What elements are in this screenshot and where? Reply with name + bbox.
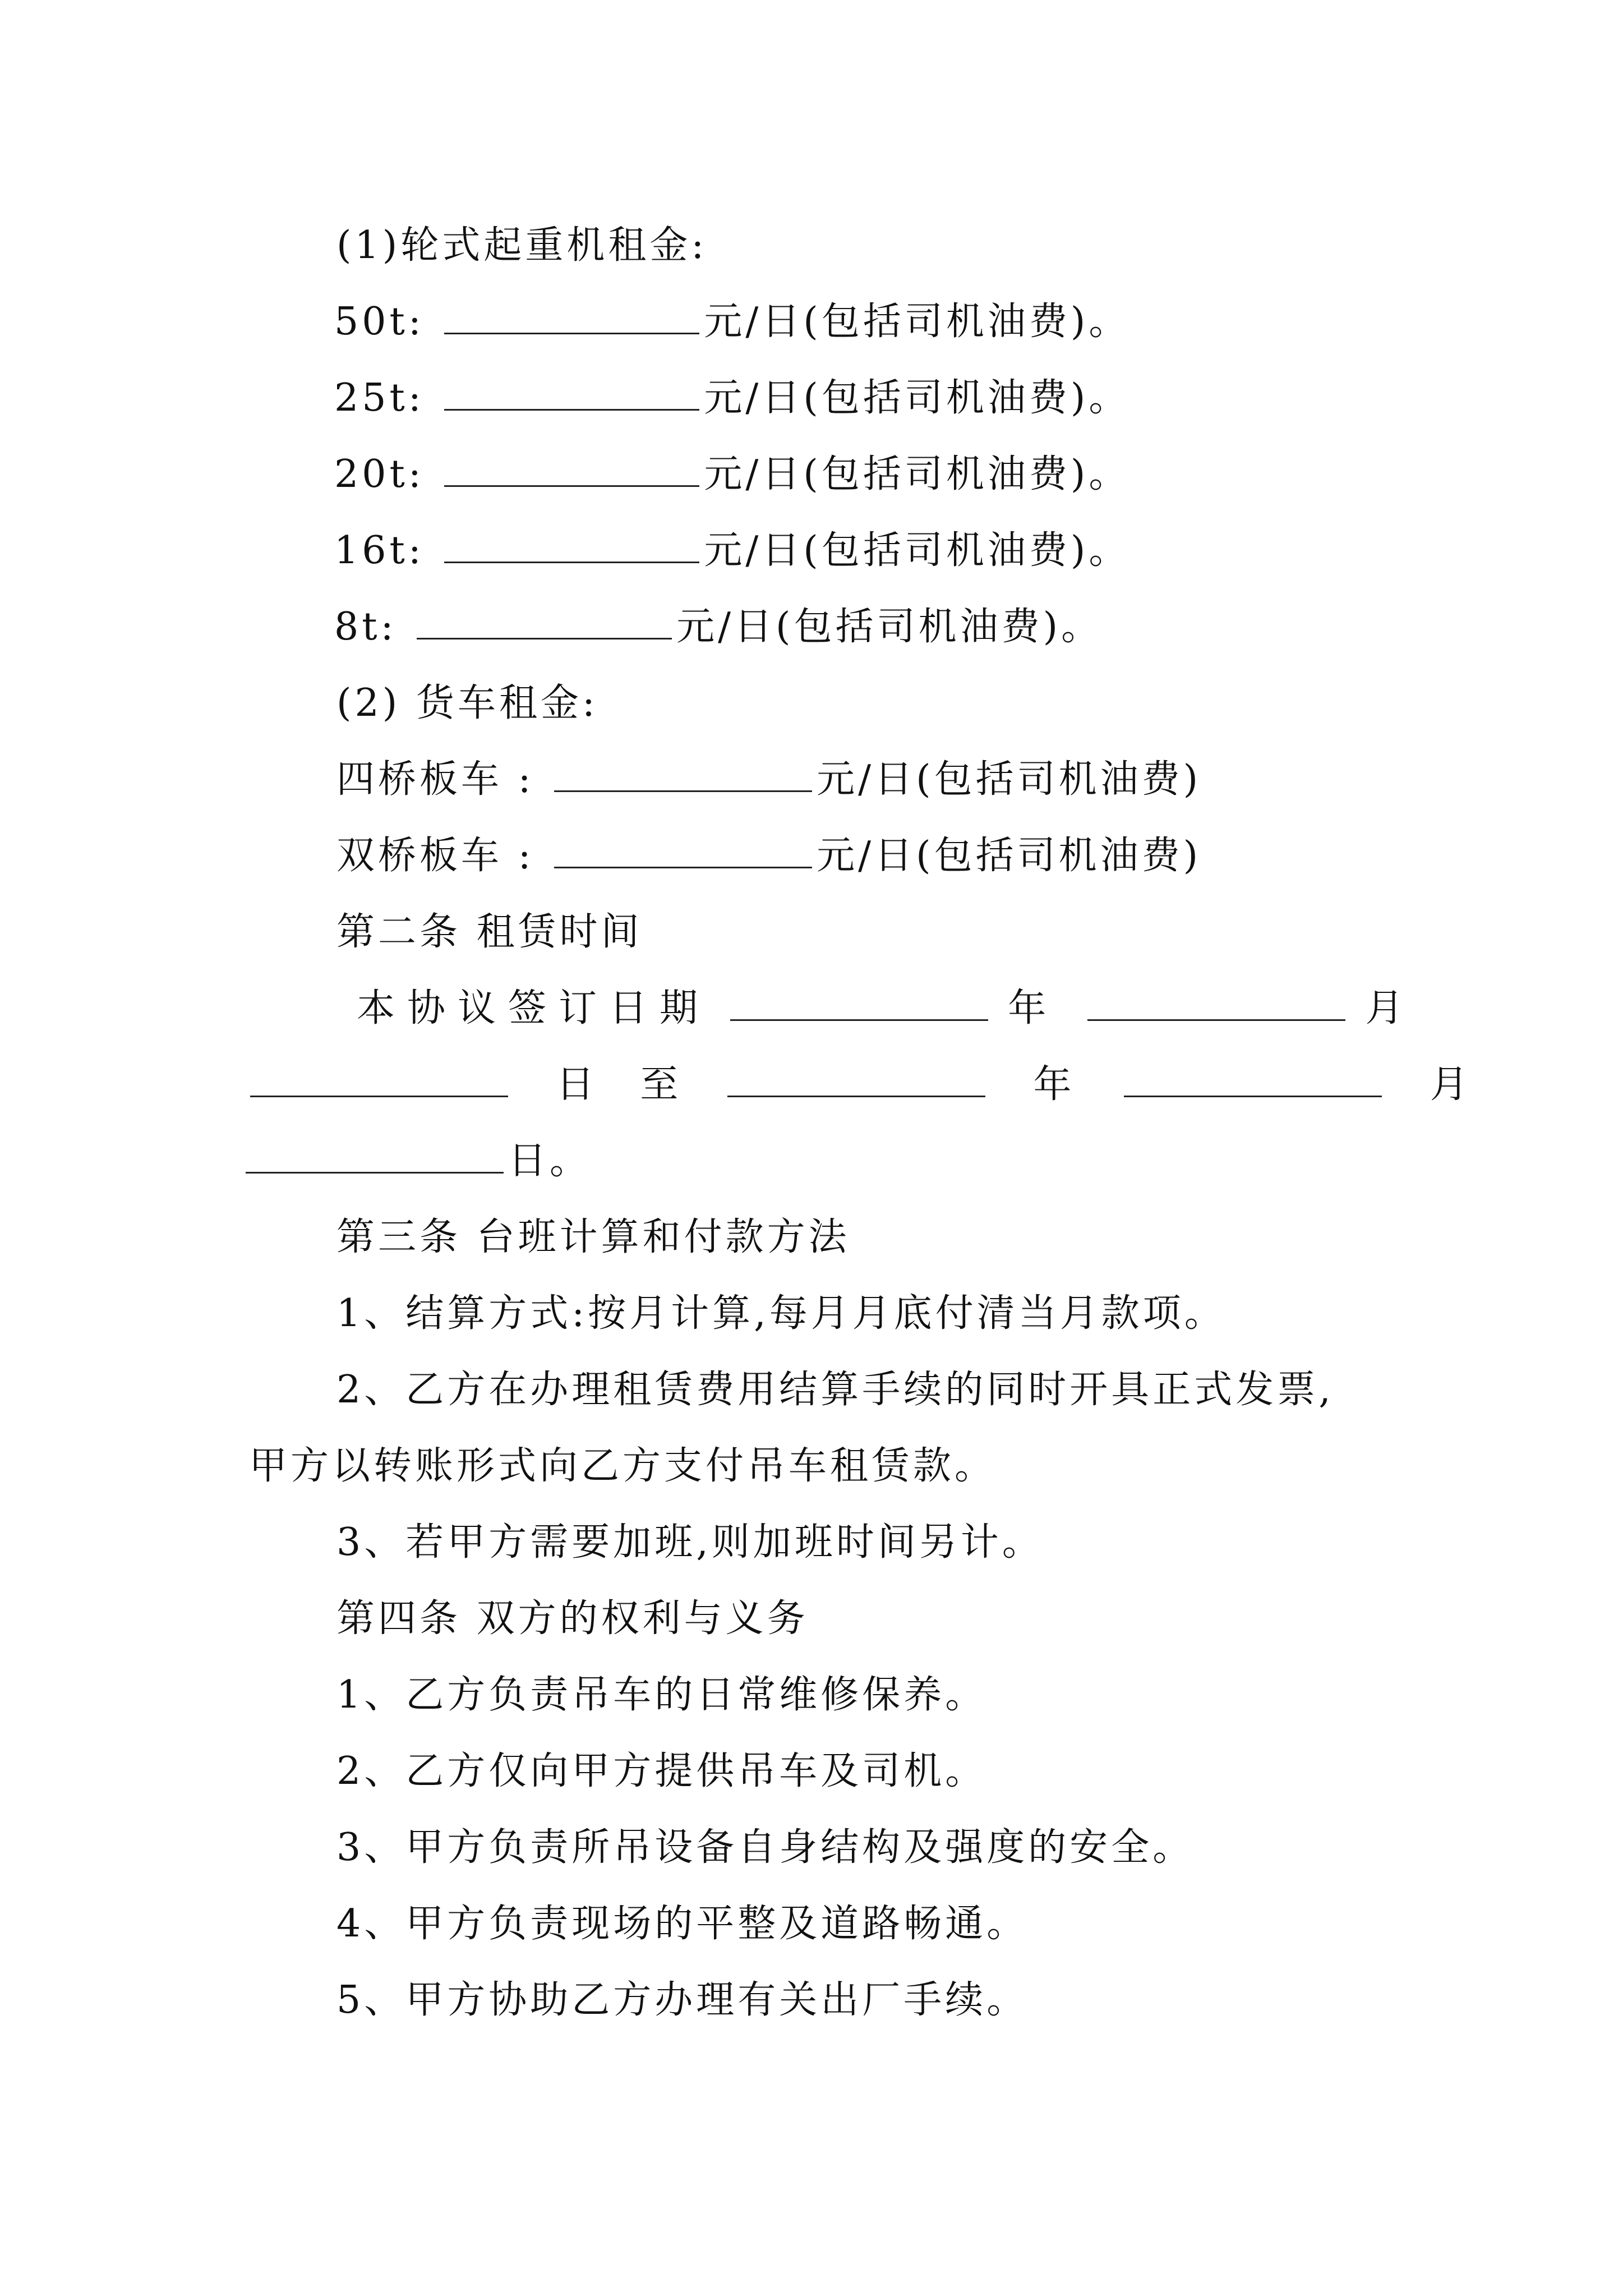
truck-rent-heading-text: (2) 货车租金: — [336, 681, 598, 725]
article4-item-5 — [336, 1970, 1028, 2031]
crane-rent-row-25t — [334, 367, 1130, 429]
fill-blank[interactable] — [554, 753, 812, 792]
article2-heading — [336, 901, 643, 963]
truck-rent-heading — [336, 673, 598, 734]
article4-item-2 — [336, 1741, 986, 1802]
fill-blank[interactable] — [1124, 1059, 1382, 1097]
rent-row-suffix: 元/日(包括司机油费)。 — [676, 605, 1103, 649]
paragraph-text: 1、结算方式:按月计算,每月月底付清当月款项。 — [336, 1291, 1226, 1336]
truck-rent-row-four-axle — [336, 749, 1201, 811]
article4-item-1 — [336, 1664, 986, 1726]
fill-blank[interactable] — [444, 524, 699, 563]
crane-rent-row-8t — [334, 596, 1103, 658]
article3-paragraph-3 — [336, 1512, 1044, 1573]
article2-date-line-3 — [246, 1130, 591, 1192]
fill-blank[interactable] — [444, 448, 699, 487]
rent-row-label: 16t: — [334, 528, 425, 573]
fill-blank[interactable] — [554, 830, 812, 868]
article3-paragraph-2b — [249, 1435, 996, 1497]
list-item: 2、乙方仅向甲方提供吊车及司机。 — [336, 1749, 987, 1793]
crane-rent-heading — [336, 215, 707, 277]
day-end-label: 日。 — [508, 1139, 592, 1183]
article4-heading-text: 第四条 双方的权利与义务 — [336, 1596, 809, 1641]
rent-row-suffix: 元/日(包括司机油费)。 — [704, 300, 1131, 344]
fill-blank[interactable] — [727, 1059, 985, 1097]
article3-paragraph-2a — [336, 1359, 1334, 1421]
article2-date-line-1 — [357, 978, 1407, 1039]
rent-row-label: 双桥板车 : — [336, 834, 534, 878]
sign-date-label: 本协议签订日期 — [357, 986, 711, 1030]
article4-item-4 — [336, 1893, 1028, 1955]
article3-paragraph-1 — [336, 1283, 1226, 1345]
truck-rent-row-two-axle — [336, 825, 1201, 887]
article2-date-line-2 — [246, 1054, 1472, 1116]
list-item: 4、甲方负责现场的平整及道路畅通。 — [336, 1902, 1029, 1946]
fill-blank[interactable] — [417, 601, 672, 639]
fill-blank[interactable] — [444, 372, 699, 411]
crane-rent-row-20t — [334, 444, 1130, 505]
article3-heading-text: 第三条 台班计算和付款方法 — [336, 1215, 850, 1259]
day-to-label: 日 至 — [556, 1062, 695, 1107]
rent-row-label: 8t: — [334, 605, 397, 649]
fill-blank[interactable] — [444, 296, 699, 334]
fill-blank[interactable] — [250, 1059, 508, 1097]
crane-rent-row-50t — [334, 291, 1130, 353]
crane-rent-heading-text: (1)轮式起重机租金: — [336, 223, 708, 268]
year-label: 年 — [1008, 986, 1050, 1030]
article4-item-3 — [336, 1817, 1194, 1879]
year-label: 年 — [1033, 1062, 1075, 1107]
rent-row-suffix: 元/日(包括司机油费) — [817, 757, 1202, 802]
crane-rent-row-16t — [334, 520, 1130, 582]
rent-row-label: 20t: — [334, 452, 425, 496]
month-label: 月 — [1365, 986, 1407, 1030]
rent-row-suffix: 元/日(包括司机油费)。 — [704, 452, 1131, 496]
list-item: 3、甲方负责所吊设备自身结构及强度的安全。 — [336, 1825, 1195, 1870]
article4-heading — [336, 1588, 809, 1650]
list-item: 1、乙方负责吊车的日常维修保养。 — [336, 1673, 987, 1717]
paragraph-text: 2、乙方在办理租赁费用结算手续的同时开具正式发票, — [336, 1368, 1334, 1412]
article3-heading — [336, 1207, 850, 1268]
rent-row-suffix: 元/日(包括司机油费)。 — [704, 528, 1131, 573]
paragraph-text: 3、若甲方需要加班,则加班时间另计。 — [336, 1520, 1044, 1565]
rent-row-suffix: 元/日(包括司机油费)。 — [704, 376, 1131, 420]
rent-row-label: 50t: — [334, 300, 425, 344]
paragraph-text: 甲方以转账形式向乙方支付吊车租赁款。 — [249, 1444, 997, 1488]
rent-row-suffix: 元/日(包括司机油费) — [817, 834, 1202, 878]
article2-heading-text: 第二条 租赁时间 — [336, 910, 643, 954]
rent-row-label: 四桥板车 : — [336, 757, 534, 802]
list-item: 5、甲方协助乙方办理有关出厂手续。 — [336, 1978, 1029, 2022]
fill-blank[interactable] — [730, 982, 988, 1021]
fill-blank[interactable] — [246, 1135, 504, 1174]
month-label: 月 — [1430, 1062, 1472, 1107]
fill-blank[interactable] — [1087, 982, 1345, 1021]
rent-row-label: 25t: — [334, 376, 425, 420]
